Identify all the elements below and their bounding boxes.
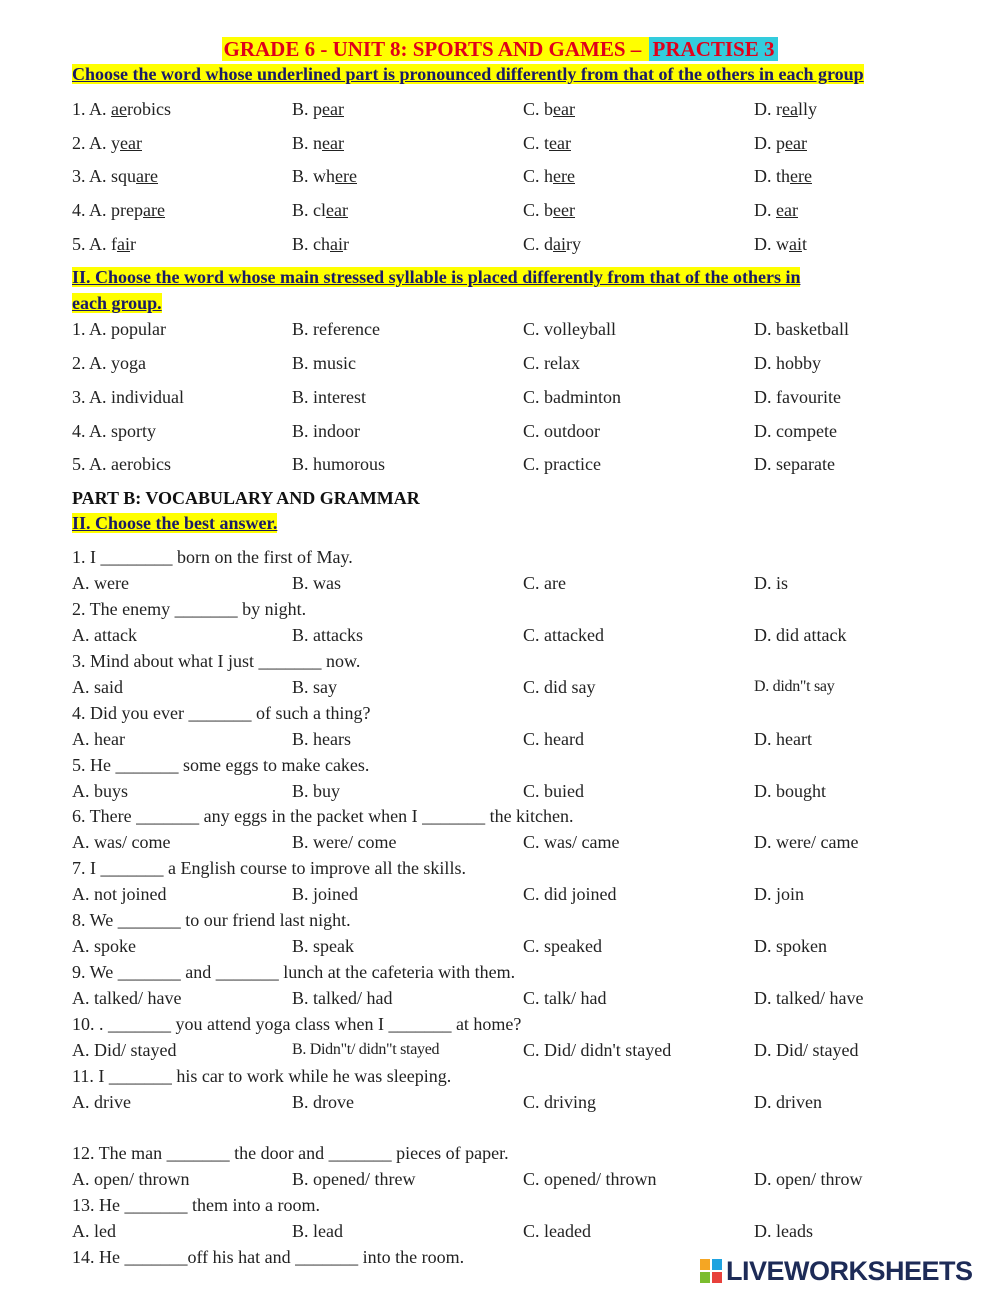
word-part: D. (754, 200, 776, 220)
pronunciation-row (0, 164, 1000, 188)
word-part: D. w (754, 234, 789, 254)
answer-option-a[interactable]: A. open/ thrown (72, 1169, 190, 1189)
answer-option-c[interactable]: C. attacked (523, 625, 604, 645)
answer-option-d[interactable]: D. open/ throw (754, 1169, 863, 1189)
answer-option-c[interactable]: C. opened/ thrown (523, 1169, 657, 1189)
worksheet-title (0, 36, 1000, 62)
word-part: B. cl (292, 200, 326, 220)
question-text: 9. We _______ and _______ lunch at the cafeteria with them. (72, 962, 516, 982)
option-a: 1. A. popular (72, 319, 166, 339)
answer-row (0, 1038, 1000, 1062)
pronunciation-row (0, 232, 1000, 256)
answer-row (0, 727, 1000, 751)
answer-option-b[interactable]: B. joined (292, 884, 358, 904)
answer-option-d[interactable]: D. join (754, 884, 805, 904)
answer-row (0, 1167, 1000, 1191)
option-a (72, 198, 165, 222)
option-c: C. badminton (523, 387, 621, 407)
question-text: 11. I _______ his car to work while he was sleeping. (72, 1066, 452, 1086)
question-text: 8. We _______ to our friend last night. (72, 910, 351, 930)
question-number: 4. A. (72, 200, 112, 220)
word-part: C. h (523, 166, 554, 186)
answer-option-d[interactable]: D. driven (754, 1092, 822, 1112)
answer-option-c[interactable]: C. was/ came (523, 832, 620, 852)
option-d: D. compete (754, 421, 837, 441)
answer-option-b[interactable]: B. opened/ threw (292, 1169, 416, 1189)
answer-option-b[interactable]: B. were/ come (292, 832, 397, 852)
section2-heading-line2: each group. (72, 293, 162, 313)
option-b (292, 232, 349, 256)
question-text: 2. The enemy _______ by night. (72, 599, 307, 619)
answer-option-d[interactable]: D. spoken (754, 936, 827, 956)
answer-option-b[interactable]: B. hears (292, 729, 351, 749)
answer-row (0, 986, 1000, 1010)
answer-option-a[interactable]: A. Did/ stayed (72, 1040, 177, 1060)
title-practise: PRACTISE 3 (649, 37, 779, 61)
option-a (72, 131, 142, 155)
liveworksheets-logo (700, 1256, 973, 1286)
underlined-part: ear (322, 133, 344, 153)
answer-option-b[interactable]: B. lead (292, 1221, 343, 1241)
pronunciation-row (0, 97, 1000, 121)
answer-option-a[interactable]: A. drive (72, 1092, 131, 1112)
underlined-part: ear (326, 200, 348, 220)
answer-option-a[interactable]: A. were (72, 573, 129, 593)
answer-option-d[interactable]: D. heart (754, 729, 812, 749)
underlined-part: ear (553, 99, 575, 119)
answer-option-d[interactable]: D. bought (754, 781, 826, 801)
answer-option-d[interactable]: D. talked/ have (754, 988, 864, 1008)
answer-option-c[interactable]: C. did say (523, 677, 596, 697)
answer-option-b[interactable]: B. say (292, 677, 337, 697)
word-part: C. b (523, 99, 554, 119)
underlined-part: ere (553, 166, 575, 186)
option-a: 2. A. yoga (72, 353, 146, 373)
answer-option-a[interactable]: A. attack (72, 625, 137, 645)
word-part: B. n (292, 133, 323, 153)
option-a: 5. A. aerobics (72, 454, 171, 474)
answer-option-d[interactable]: D. is (754, 573, 789, 593)
word-part: y (111, 133, 121, 153)
option-c: C. volleyball (523, 319, 616, 339)
underlined-part: ai (553, 234, 567, 254)
pronunciation-row (0, 198, 1000, 222)
option-d: D. separate (754, 454, 835, 474)
underlined-part: ear (549, 133, 571, 153)
answer-row (0, 934, 1000, 958)
answer-row (0, 623, 1000, 647)
underlined-part: ear (322, 99, 344, 119)
stress-row (0, 351, 1000, 375)
option-c (523, 164, 575, 188)
answer-option-a[interactable]: A. spoke (72, 936, 136, 956)
answer-option-c[interactable]: C. heard (523, 729, 584, 749)
answer-row (0, 882, 1000, 906)
question-number: 5. A. (72, 234, 112, 254)
option-b: B. reference (292, 319, 380, 339)
section2-heading-line1: II. Choose the word whose main stressed syllable is placed differently from that of the others in (72, 267, 801, 287)
option-d (754, 97, 817, 121)
question-number: 1. A. (72, 99, 112, 119)
word-part: C. t (523, 133, 550, 153)
answer-option-b[interactable]: B. Didn"t/ didn"t stayed (292, 1041, 440, 1058)
answer-row (0, 1219, 1000, 1243)
option-c: C. outdoor (523, 421, 601, 441)
underlined-part: eer (553, 200, 575, 220)
underlined-part: ere (790, 166, 812, 186)
underlined-part: ear (776, 200, 798, 220)
option-c (523, 232, 581, 256)
option-a: 4. A. sporty (72, 421, 157, 441)
option-c (523, 198, 575, 222)
word-part: r (130, 234, 137, 254)
stress-row (0, 419, 1000, 443)
answer-option-a[interactable]: A. talked/ have (72, 988, 182, 1008)
stress-row (0, 317, 1000, 341)
answer-option-b[interactable]: B. talked/ had (292, 988, 393, 1008)
answer-option-b[interactable]: B. speak (292, 936, 354, 956)
stress-row (0, 452, 1000, 476)
word-part: t (802, 234, 808, 254)
question-text: 13. He _______ them into a room. (72, 1195, 320, 1215)
logo-text: LIVEWORKSHEETS (726, 1255, 973, 1286)
answer-option-c[interactable]: C. did joined (523, 884, 617, 904)
option-d (754, 198, 798, 222)
answer-option-c[interactable]: C. talk/ had (523, 988, 607, 1008)
answer-option-a[interactable]: A. led (72, 1221, 116, 1241)
word-part: D. th (754, 166, 790, 186)
answer-option-b[interactable]: B. was (292, 573, 341, 593)
answer-option-d[interactable]: D. Did/ stayed (754, 1040, 859, 1060)
word-part: D. r (754, 99, 782, 119)
stress-row (0, 385, 1000, 409)
answer-option-b[interactable]: B. attacks (292, 625, 363, 645)
answer-option-c[interactable]: C. are (523, 573, 566, 593)
underlined-part: ai (330, 234, 343, 254)
option-c: C. relax (523, 353, 580, 373)
answer-option-c[interactable]: C. buied (523, 781, 584, 801)
question-text: 3. Mind about what I just _______ now. (72, 651, 361, 671)
word-part: B. p (292, 99, 323, 119)
option-a (72, 164, 158, 188)
answer-option-a[interactable]: A. was/ come (72, 832, 171, 852)
option-b: B. humorous (292, 454, 386, 474)
answer-option-c[interactable]: C. leaded (523, 1221, 591, 1241)
word-part: lly (797, 99, 817, 119)
option-b (292, 131, 344, 155)
option-d (754, 131, 807, 155)
question-text: 10. . _______ you attend yoga class when I _______ at home? (72, 1014, 522, 1034)
question-text: 7. I _______ a English course to improve all the skills. (72, 858, 466, 878)
option-b: B. indoor (292, 421, 361, 441)
word-part: f (111, 234, 118, 254)
pronunciation-row (0, 131, 1000, 155)
option-b: B. interest (292, 387, 366, 407)
partB-subheading: II. Choose the best answer. (72, 513, 278, 533)
underlined-part: are (136, 166, 159, 186)
word-part: robics (127, 99, 171, 119)
underlined-part: ae (111, 99, 127, 119)
word-part: r (343, 234, 349, 254)
option-c (523, 97, 575, 121)
word-part: squ (111, 166, 137, 186)
answer-row (0, 779, 1000, 803)
option-d (754, 164, 812, 188)
answer-option-a[interactable]: A. not joined (72, 884, 167, 904)
answer-option-c[interactable]: C. driving (523, 1092, 597, 1112)
answer-option-c[interactable]: C. speaked (523, 936, 602, 956)
answer-option-d[interactable]: D. were/ came (754, 832, 859, 852)
underlined-part: ere (335, 166, 357, 186)
option-c: C. practice (523, 454, 601, 474)
question-number: 2. A. (72, 133, 112, 153)
logo-grid-icon (700, 1259, 722, 1283)
question-text: 1. I ________ born on the first of May. (72, 547, 353, 567)
underlined-part: ai (117, 234, 131, 254)
word-part: prep (111, 200, 143, 220)
underlined-part: are (143, 200, 165, 220)
option-a (72, 97, 171, 121)
answer-row (0, 830, 1000, 854)
question-text: 6. There _______ any eggs in the packet when I _______ the kitchen. (72, 806, 574, 826)
question-text: 4. Did you ever _______ of such a thing? (72, 703, 371, 723)
question-text: 12. The man _______ the door and _______ pieces of paper. (72, 1143, 509, 1163)
underlined-part: ear (785, 133, 807, 153)
option-d: D. basketball (754, 319, 849, 339)
answer-option-d[interactable]: D. did attack (754, 625, 847, 645)
option-a: 3. A. individual (72, 387, 184, 407)
option-c (523, 131, 571, 155)
answer-option-b[interactable]: B. drove (292, 1092, 354, 1112)
title-main: GRADE 6 - UNIT 8: SPORTS AND GAMES – (223, 37, 647, 61)
answer-option-d[interactable]: D. didn"t say (754, 678, 835, 695)
word-part: C. d (523, 234, 554, 254)
underlined-part: ear (120, 133, 142, 153)
answer-option-a[interactable]: A. buys (72, 781, 129, 801)
answer-row (0, 1090, 1000, 1114)
answer-option-a[interactable]: A. said (72, 677, 123, 697)
word-part: D. p (754, 133, 785, 153)
word-part: C. b (523, 200, 554, 220)
word-part: ry (566, 234, 582, 254)
option-b (292, 198, 348, 222)
word-part: B. ch (292, 234, 330, 254)
question-text: 5. He _______ some eggs to make cakes. (72, 755, 370, 775)
answer-row (0, 675, 1000, 699)
option-d: D. hobby (754, 353, 821, 373)
option-d (754, 232, 807, 256)
underlined-part: ea (782, 99, 798, 119)
option-b: B. music (292, 353, 357, 373)
partB-heading: PART B: VOCABULARY AND GRAMMAR (72, 488, 420, 508)
answer-option-c[interactable]: C. Did/ didn't stayed (523, 1040, 672, 1060)
answer-option-b[interactable]: B. buy (292, 781, 341, 801)
answer-option-d[interactable]: D. leads (754, 1221, 813, 1241)
option-b (292, 97, 344, 121)
option-b (292, 164, 357, 188)
question-number: 3. A. (72, 166, 112, 186)
question-text: 14. He _______off his hat and _______ into the room. (72, 1247, 465, 1267)
answer-row (0, 571, 1000, 595)
option-d: D. favourite (754, 387, 841, 407)
word-part: B. wh (292, 166, 336, 186)
section1-heading: Choose the word whose underlined part is pronounced differently from that of the others in each group (72, 64, 864, 84)
option-a (72, 232, 136, 256)
underlined-part: ai (789, 234, 802, 254)
answer-option-a[interactable]: A. hear (72, 729, 125, 749)
